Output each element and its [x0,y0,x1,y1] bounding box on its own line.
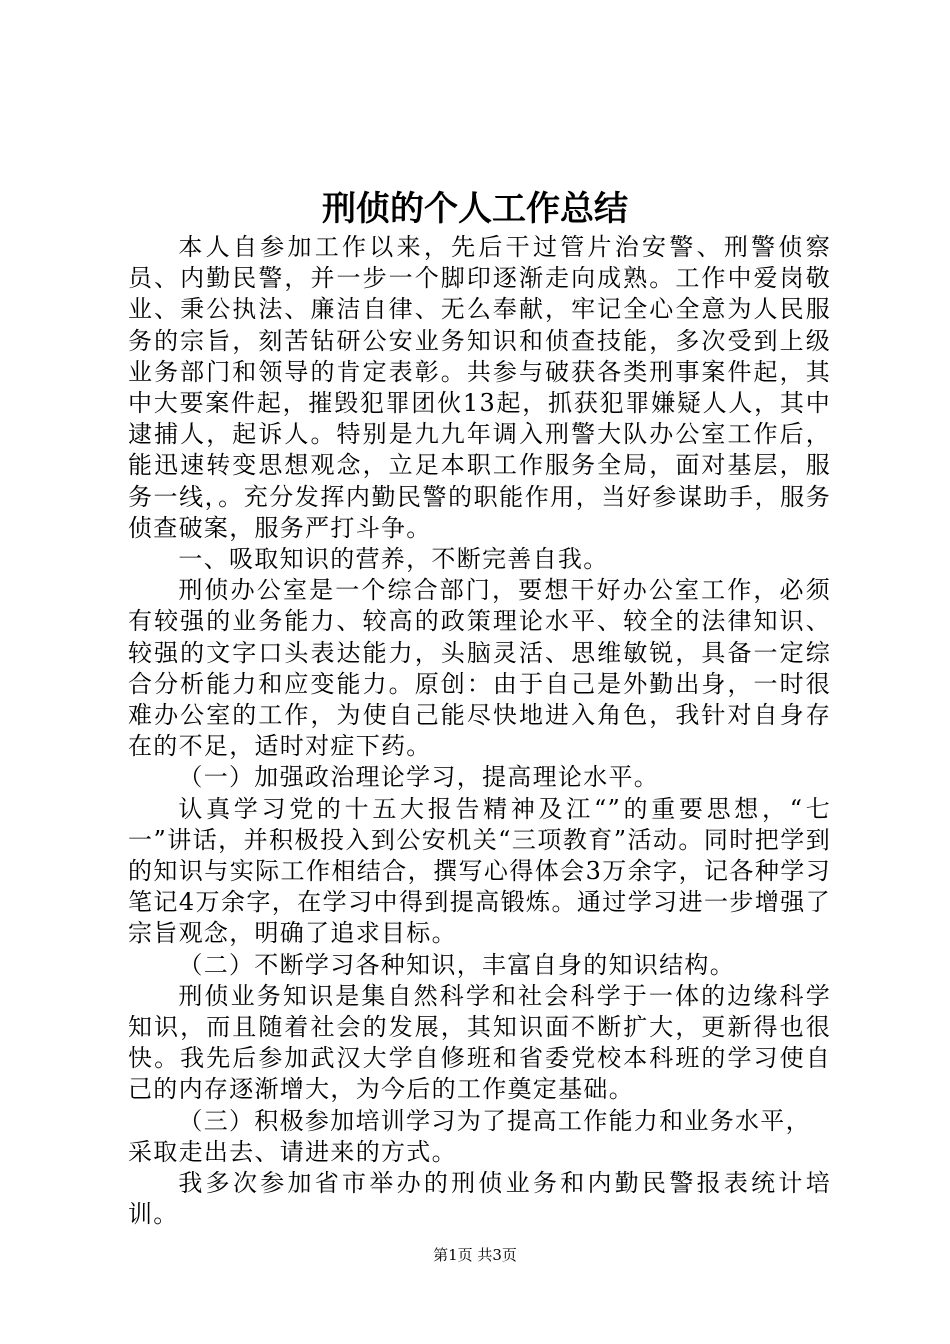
paragraph-training: 我多次参加省市举办的刑侦业务和内勤民警报表统计培训。 [128,1169,831,1229]
subsection-heading-3: （三）积极参加培训学习为了提高工作能力和业务水平，采取走出去、请进来的方式。 [128,1106,811,1166]
document-body [128,232,831,1231]
page-title: 刑侦的个人工作总结 [322,189,628,229]
subsection-heading-1: （一）加强政治理论学习，提高理论水平。 [178,763,660,792]
paragraph-intro: 本人自参加工作以来，先后干过管片治安警、刑警侦察员、内勤民警，并一步一个脚印逐渐走向成熟。工作中爱岗敬业、秉公执法、廉洁自律、无么奉献，牢记全心全意为人民服务的宗旨，刻苦钻研公安业务知识和侦查技能，多次受到上级业务部门和领导的肯定表彰。共参与破获各类刑事案件起，其中大要案件起，摧毁犯罪团伙13起，抓获犯罪嫌疑人人，其中逮捕人，起诉人。特别是九九年调入刑警大队办公室工作后，能迅速转变思想观念，立足本职工作服务全局，面对基层，服务一线，。充分发挥内勤民警的职能作用，当好参谋助手，服务侦查破案，服务严打斗争。 [128,233,831,542]
subsection-heading-2: （二）不断学习各种知识，丰富自身的知识结构。 [178,950,735,979]
paragraph-political-study: 认真学习党的十五大报告精神及江“”的重要思想，“七一”讲话，并积极投入到公安机关“三项教育”活动。同时把学到的知识与实际工作相结合，撰写心得体会3万余字，记各种学习笔记4万余字，在学习中得到提高锻炼。通过学习进一步增强了宗旨观念，明确了追求目标。 [128,794,831,948]
paragraph-knowledge: 刑侦业务知识是集自然科学和社会科学于一体的边缘科学知识，而且随着社会的发展，其知识面不断扩大，更新得也很快。我先后参加武汉大学自修班和省委党校本科班的学习使自己的内存逐渐增大，为今后的工作奠定基础。 [128,981,831,1104]
section-heading-1: 一、吸取知识的营养，不断完善自我。 [178,545,609,574]
paragraph-office: 刑侦办公室是一个综合部门，要想干好办公室工作，必须有较强的业务能力、较高的政策理论水平、较全的法律知识、较强的文字口头表达能力，头脑灵活、思维敏锐，具备一定综合分析能力和应变能力。原创：由于自己是外勤出身，一时很难办公室的工作，为使自己能尽快地进入角色，我针对自身存在的不足，适时对症下药。 [128,576,831,761]
page-footer: 第1页 共3页 [433,1246,517,1264]
